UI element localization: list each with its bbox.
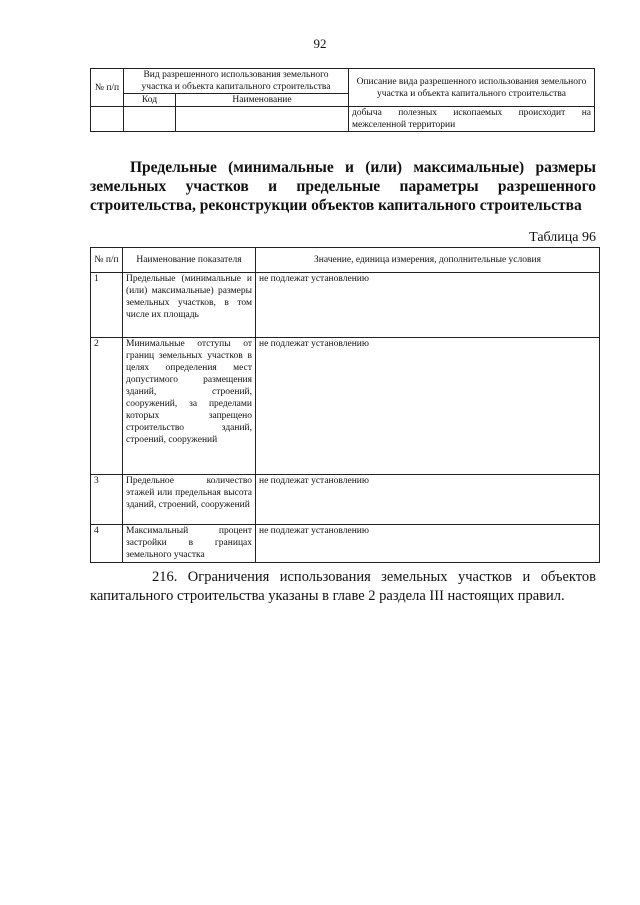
land-use-type-table <box>90 68 595 132</box>
header-number: № п/п <box>91 248 123 273</box>
paragraph-line-2: капитального строительства указаны в главе 2 раздела III настоящих правил. <box>90 588 565 604</box>
paragraph-line-1: 216. Ограничения использования земельных участков и объектов <box>152 569 596 585</box>
header-name: Наименование <box>176 94 349 107</box>
header-kind: Вид разрешенного использования земельного участка и объекта капитального строительства <box>124 69 349 94</box>
row-value: не подлежат установлению <box>256 475 600 525</box>
cell-number <box>91 107 124 132</box>
row-indicator: Максимальный процент застройки в границах земельного участка <box>123 525 256 563</box>
header-indicator: Наименование показателя <box>123 248 256 273</box>
table-row <box>91 475 600 525</box>
body-paragraph <box>90 568 596 606</box>
row-indicator: Предельные (минимальные и (или) максимальные) размеры земельных участков, в том числе их площадь <box>123 273 256 338</box>
row-value: не подлежат установлению <box>256 338 600 475</box>
header-description: Описание вида разрешенного использования земельного участка и объекта капитального строительства <box>349 69 595 107</box>
row-number: 4 <box>91 525 123 563</box>
heading-line-1: Предельные (минимальные и (или) максимальные) размеры <box>130 159 596 176</box>
table-label: Таблица 96 <box>529 230 596 245</box>
table-header-row <box>91 248 600 273</box>
section-heading <box>90 158 596 215</box>
row-number: 2 <box>91 338 123 475</box>
row-number: 1 <box>91 273 123 338</box>
row-number: 3 <box>91 475 123 525</box>
page-number: 92 <box>313 36 327 51</box>
heading-line-3: строительства, реконструкции объектов капитального строительства <box>90 197 582 214</box>
row-indicator: Предельное количество этажей или предельная высота зданий, строений, сооружений <box>123 475 256 525</box>
row-value: не подлежат установлению <box>256 273 600 338</box>
cell-name <box>176 107 349 132</box>
table-header-row <box>91 69 595 94</box>
cell-code <box>124 107 176 132</box>
table-row <box>91 525 600 563</box>
table-row <box>91 338 600 475</box>
header-value: Значение, единица измерения, дополнительные условия <box>256 248 600 273</box>
row-value: не подлежат установлению <box>256 525 600 563</box>
row-indicator: Минимальные отступы от границ земельных участков в целях определения мест допустимого размещения зданий, строений, сооружений, за пределами которых запрещено строительство зданий, строений, сооружений <box>123 338 256 475</box>
parameters-table <box>90 247 600 563</box>
cell-description: добыча полезных ископаемых происходит на межселенной территории <box>349 107 595 132</box>
table-row <box>91 273 600 338</box>
header-code: Код <box>124 94 176 107</box>
table-row <box>91 107 595 132</box>
header-number: № п/п <box>91 69 124 107</box>
heading-line-2: земельных участков и предельные параметры разрешенного <box>90 178 596 195</box>
